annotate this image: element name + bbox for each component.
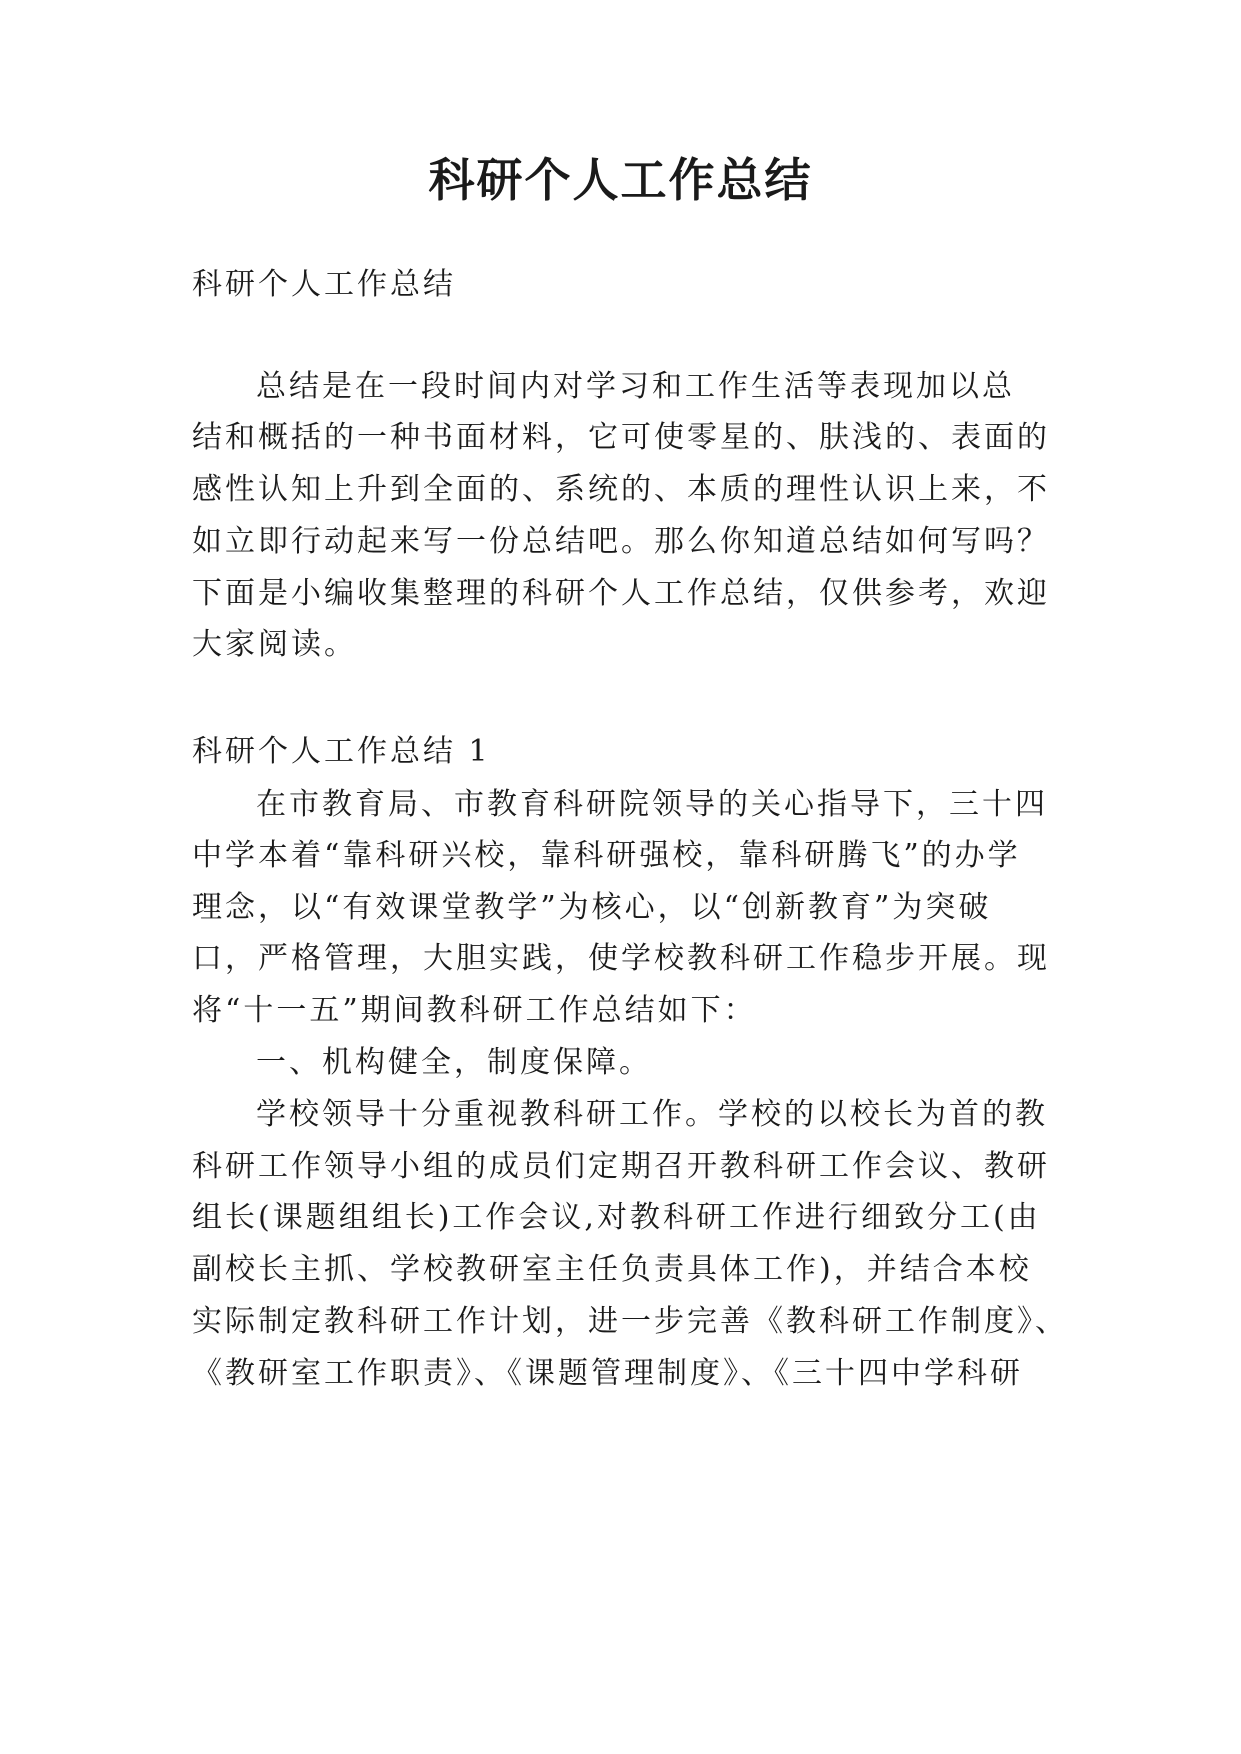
intro-line: 大家阅读。 <box>192 627 357 662</box>
intro-line: 感性认知上升到全面的、系统的、本质的理性认识上来，不 <box>192 472 1050 507</box>
document-subtitle: 科研个人工作总结 <box>192 267 456 302</box>
intro-line: 如立即行动起来写一份总结吧。那么你知道总结如何写吗？ <box>192 524 1050 559</box>
paragraph-line: 理念，以“有效课堂教学”为核心，以“创新教育”为突破 <box>192 890 992 925</box>
paragraph-line: 组长(课题组组长)工作会议,对教科研工作进行细致分工(由 <box>192 1200 1041 1235</box>
paragraph-line: 中学本着“靠科研兴校，靠科研强校，靠科研腾飞”的办学 <box>192 838 1021 873</box>
paragraph-line: 在市教育局、市教育科研院领导的关心指导下，三十四 <box>256 787 1048 822</box>
paragraph-line: 副校长主抓、学校教研室主任负责具体工作)，并结合本校 <box>192 1252 1032 1287</box>
paragraph-line: 《教研室工作职责》、《课题管理制度》、《三十四中学科研 <box>192 1356 1023 1391</box>
paragraph-line: 实际制定教科研工作计划，进一步完善《教科研工作制度》、 <box>192 1304 1068 1339</box>
list-item-heading: 一、机构健全，制度保障。 <box>256 1045 652 1080</box>
intro-line: 下面是小编收集整理的科研个人工作总结，仅供参考，欢迎 <box>192 576 1050 611</box>
paragraph-line: 口，严格管理，大胆实践，使学校教科研工作稳步开展。现 <box>192 941 1050 976</box>
paragraph-line: 科研工作领导小组的成员们定期召开教科研工作会议、教研 <box>192 1149 1050 1184</box>
paragraph-line: 将“十一五”期间教科研工作总结如下： <box>192 993 757 1028</box>
paragraph-line: 学校领导十分重视教科研工作。学校的以校长为首的教 <box>256 1097 1048 1132</box>
document-title: 科研个人工作总结 <box>428 153 813 207</box>
section-heading: 科研个人工作总结 1 <box>192 734 491 769</box>
intro-line: 结和概括的一种书面材料，它可使零星的、肤浅的、表面的 <box>192 420 1050 455</box>
intro-line: 总结是在一段时间内对学习和工作生活等表现加以总 <box>256 369 1015 404</box>
